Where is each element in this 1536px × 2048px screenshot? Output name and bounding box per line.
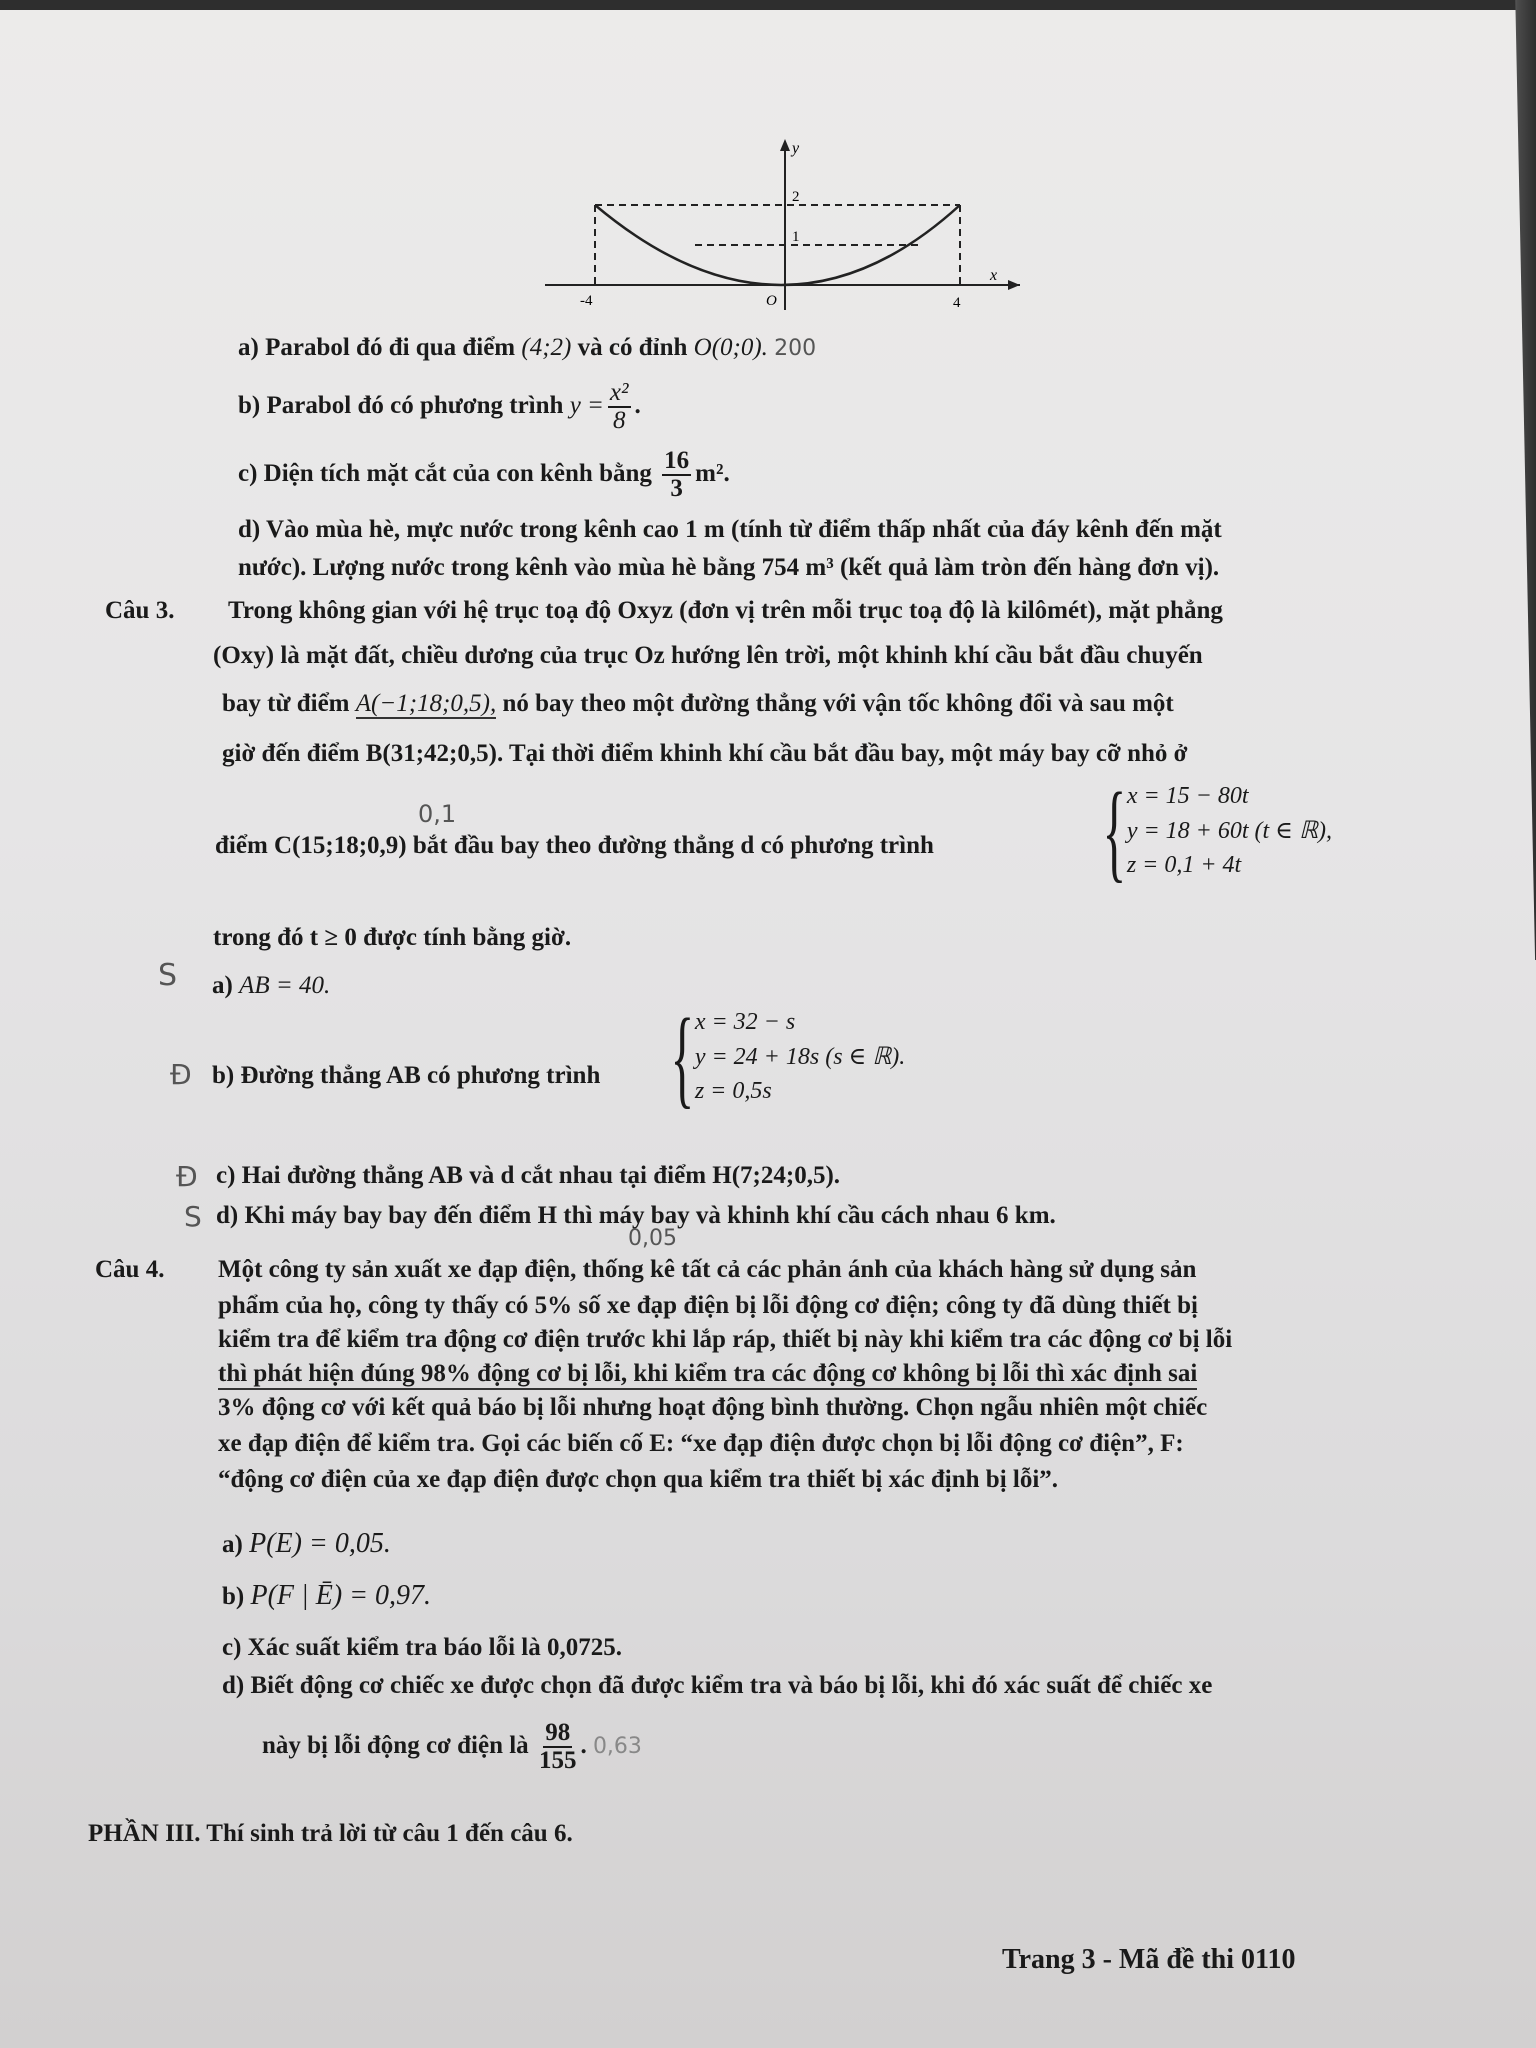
top-strip (0, 0, 1536, 10)
handwritten-note: 0,1 (418, 800, 457, 828)
handwritten-mark: S (184, 1200, 202, 1233)
line-d-system: { x = 15 − 80t y = 18 + 60t (t ∈ ℝ), z = 0,1 + 4t (1102, 770, 1332, 892)
handwritten-mark: Đ (176, 1160, 198, 1193)
q3-option-c: c) Hai đường thẳng AB và d cắt nhau tại điểm H(7;24;0,5). (216, 1162, 841, 1189)
origin-label: O (766, 293, 777, 309)
handwritten-mark: Đ (170, 1058, 192, 1091)
q2-option-b: b) Parabol đó có phương trình y = $\frac{\text{x²}}{8}$ . (238, 379, 641, 435)
x-axis-label: x (990, 267, 998, 284)
q3-line2: (Oxy) là mặt đất, chiều dương của trục Oz hướng lên trời, một khinh khí cầu bắt đầu chuyến (213, 642, 1203, 669)
q3-line3: bay từ điểm A(−1;18;0,5), nó bay theo một đường thẳng với vận tốc không đổi và sau một (222, 690, 1174, 717)
q2-option-d-line1: d) Vào mùa hè, mực nước trong kênh cao 1 m (tính từ điểm thấp nhất của đáy kênh đến mặt (238, 516, 1222, 543)
fraction: $\frac{98}{155}$ (538, 1719, 577, 1775)
q4-line5: 3% động cơ với kết quả báo bị lỗi nhưng hoạt động bình thường. Chọn ngẫu nhiên một chiếc (218, 1394, 1208, 1421)
q4-line3: kiểm tra để kiểm tra động cơ điện trước khi lắp ráp, thiết bị này khi kiểm tra các động cơ bị lỗi (218, 1326, 1233, 1353)
q3-option-d: d) Khi máy bay bay đến điểm H thì máy bay và khinh khí cầu cách nhau 6 km. (216, 1202, 1056, 1229)
q2-option-d-line2: nước). Lượng nước trong kênh vào mùa hè bằng 754 m³ (kết quả làm tròn đến hàng đơn vị). (238, 554, 1220, 581)
q3-line6: trong đó t ≥ 0 được tính bằng giờ. (213, 924, 572, 951)
q3-option-a: a) AB = 40. (212, 972, 331, 999)
q3-line5: điểm C(15;18;0,9) bắt đầu bay theo đường thẳng d có phương trình (215, 832, 934, 859)
system-eq-z: z = 0,5s (694, 1078, 772, 1105)
q4-option-b: b) P(F | Ē) = 0,97. (222, 1580, 432, 1611)
q4-line7: “động cơ điện của xe đạp điện được chọn qua kiểm tra thiết bị xác định bị lỗi”. (218, 1466, 1059, 1493)
handwritten-note: 0,63 (592, 1733, 642, 1759)
system-eq-y: y = 24 + 18s (s ∈ ℝ). (694, 1043, 906, 1070)
q4-option-a: a) P(E) = 0,05. (222, 1528, 391, 1559)
q3-title: Câu 3. (105, 597, 175, 624)
q4-option-c: c) Xác suất kiểm tra báo lỗi là 0,0725. (222, 1634, 622, 1661)
fraction: $\frac{16}{3}$ (664, 447, 690, 503)
q2-option-a: a) Parabol đó đi qua điểm (4;2) và có đỉnh O(0;0). 200 (238, 334, 817, 361)
system-eq-z: z = 0,1 + 4t (1126, 852, 1242, 879)
handwritten-mark: S (158, 958, 178, 993)
q2-option-c: c) Diện tích mặt cắt của con kênh bằng $\frac{16}{3}$ m². (238, 447, 730, 503)
q4-line2: phẩm của họ, công ty thấy có 5% số xe đạp điện bị lỗi động cơ điện; công ty đã dùng thiết bị (218, 1292, 1198, 1319)
tick-4: 4 (953, 295, 961, 311)
system-eq-x: x = 15 − 80t (1126, 782, 1249, 809)
tick-2: 2 (792, 189, 800, 205)
q4-line4: thì phát hiện đúng 98% động cơ bị lỗi, khi kiểm tra các động cơ không bị lỗi thì xác định sai (218, 1360, 1197, 1390)
q4-option-d-line1: d) Biết động cơ chiếc xe được chọn đã được kiểm tra và báo bị lỗi, khi đó xác suất để chiếc xe (222, 1672, 1213, 1699)
y-axis-label: y (792, 140, 800, 157)
line-ab-system: { x = 32 − s y = 24 + 18s (s ∈ ℝ). z = 0,5s (670, 996, 906, 1118)
q3-line4: giờ đến điểm B(31;42;0,5). Tại thời điểm khinh khí cầu bắt đầu bay, một máy bay cỡ nhỏ ở (222, 740, 1188, 767)
system-eq-x: x = 32 − s (694, 1008, 796, 1035)
parabola-graph (540, 135, 1030, 315)
q3-line1: Trong không gian với hệ trục toạ độ Oxyz (đơn vị trên mỗi trục toạ độ là kilômét), mặt phẳng (228, 597, 1223, 624)
system-eq-y: y = 18 + 60t (t ∈ ℝ), (1126, 817, 1332, 844)
page-footer: Trang 3 - Mã đề thi 0110 (1002, 1944, 1296, 1975)
q4-line1: Một công ty sản xuất xe đạp điện, thống kê tất cả các phản ánh của khách hàng sử dụng sản (218, 1256, 1197, 1283)
tick-neg4: -4 (580, 293, 593, 309)
handwritten-note: 200 (774, 336, 817, 361)
q3-option-b: b) Đường thẳng AB có phương trình (212, 1062, 601, 1089)
q4-line6: xe đạp điện để kiểm tra. Gọi các biến cố E: “xe đạp điện được chọn bị lỗi động cơ điện”, F: (218, 1430, 1184, 1457)
q4-title: Câu 4. (95, 1256, 165, 1283)
handwritten-note: 0,05 (628, 1226, 677, 1251)
tick-1: 1 (792, 229, 800, 245)
q4-option-d-line2: này bị lỗi động cơ điện là $\frac{98}{155}$ . 0,63 (262, 1719, 642, 1775)
fraction: $\frac{\text{x²}}{8}$ (609, 379, 629, 435)
part3-heading: PHẦN III. Thí sinh trả lời từ câu 1 đến câu 6. (88, 1820, 573, 1847)
